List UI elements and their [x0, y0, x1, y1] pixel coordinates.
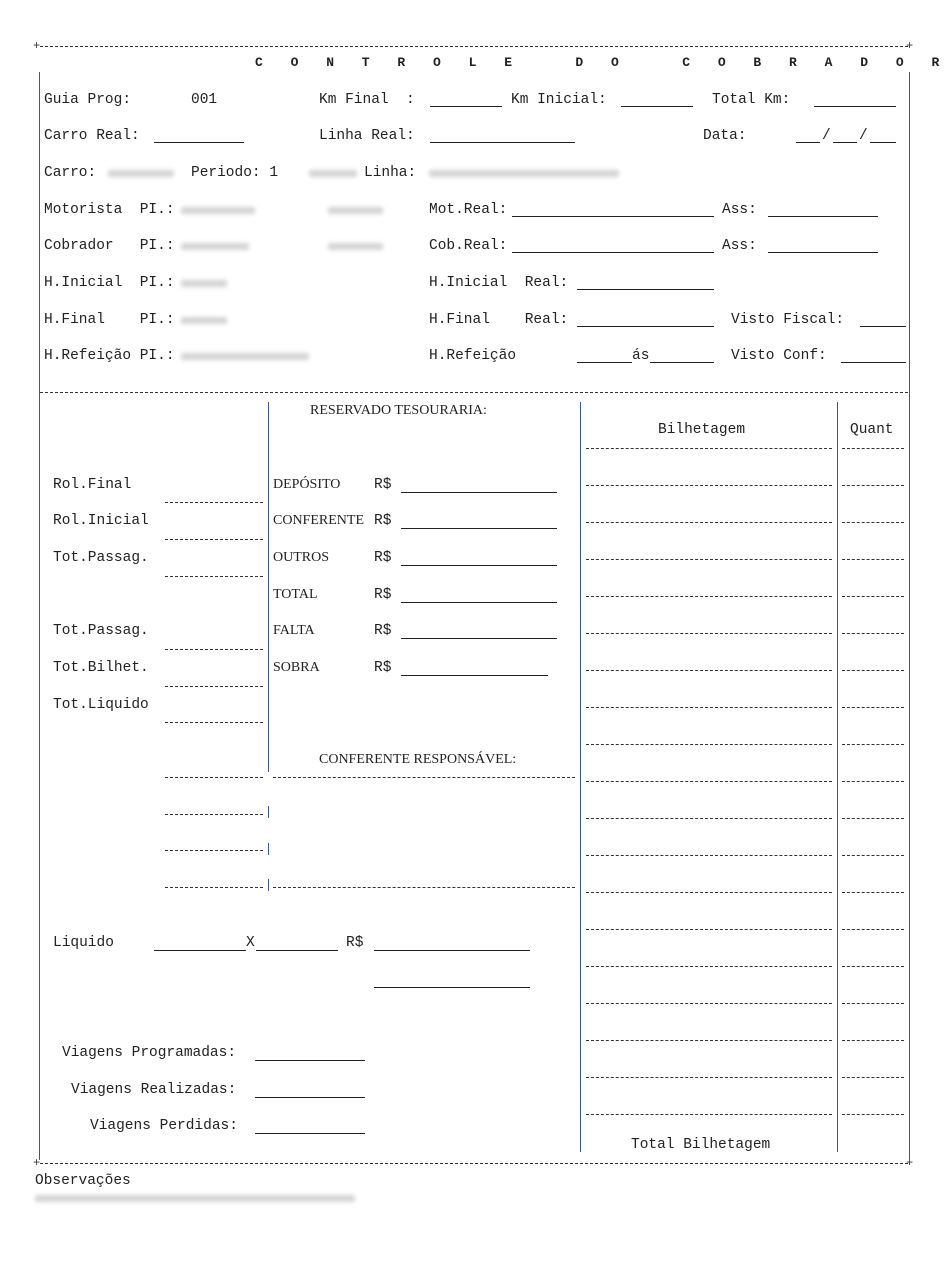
- quant-row-line[interactable]: [842, 781, 904, 782]
- falta-label: FALTA: [273, 623, 315, 638]
- total-km-field[interactable]: [814, 106, 896, 107]
- linha-label: Linha:: [364, 165, 417, 181]
- blank-field[interactable]: [165, 850, 263, 851]
- quant-row-line[interactable]: [842, 855, 904, 856]
- corner-mark: +: [906, 39, 914, 53]
- header-divider: [40, 392, 908, 393]
- guia-label: Guia Prog:: [44, 92, 132, 108]
- currency-label: R$: [374, 477, 392, 493]
- left-column-divider: [268, 806, 269, 818]
- top-border: [40, 46, 908, 47]
- quant-row-line[interactable]: [842, 670, 904, 671]
- cob-ass-field[interactable]: [768, 252, 878, 253]
- data-label: Data:: [703, 128, 747, 144]
- redacted-value: [328, 243, 383, 250]
- redacted-value: [181, 317, 227, 324]
- tot-bilhet-field[interactable]: [165, 686, 263, 687]
- outros-field[interactable]: [401, 565, 557, 566]
- km-inicial-field[interactable]: [621, 106, 693, 107]
- bilhetagem-row-line[interactable]: [586, 929, 832, 930]
- quant-row-line[interactable]: [842, 559, 904, 560]
- quant-row-line[interactable]: [842, 892, 904, 893]
- liquido-field-1[interactable]: [154, 950, 246, 951]
- bilhetagem-row-line[interactable]: [586, 707, 832, 708]
- left-column-divider: [268, 843, 269, 855]
- quant-row-line[interactable]: [842, 596, 904, 597]
- redacted-value: [108, 170, 174, 177]
- h-refeicao-label: H.Refeição PI.:: [44, 348, 175, 364]
- redacted-value: [181, 207, 255, 214]
- conferente-responsavel-heading: CONFERENTE RESPONSÁVEL:: [319, 752, 517, 767]
- left-column-divider: [268, 402, 269, 772]
- tesouraria-heading: RESERVADO TESOURARIA:: [310, 403, 487, 418]
- carro-real-label: Carro Real:: [44, 128, 140, 144]
- corner-mark: +: [33, 1156, 41, 1170]
- tot-passag-label: Tot.Passag.: [53, 550, 149, 566]
- tot-passag-field[interactable]: [165, 649, 263, 650]
- outros-label: OUTROS: [273, 550, 330, 565]
- total-bilhetagem-label: Total Bilhetagem: [631, 1137, 771, 1153]
- viagens-programadas-label: Viagens Programadas:: [62, 1045, 237, 1061]
- bottom-border: [40, 1163, 908, 1164]
- h-refeicao-real-label: H.Refeição: [429, 348, 517, 364]
- date-slash: /: [859, 128, 868, 144]
- periodo-label: Periodo: 1: [191, 165, 279, 181]
- multiply-label: X: [246, 935, 255, 951]
- bilhetagem-row-line[interactable]: [586, 1040, 832, 1041]
- right-border: [909, 72, 910, 1160]
- visto-fiscal-label: Visto Fiscal:: [731, 312, 845, 328]
- quant-row-line[interactable]: [842, 818, 904, 819]
- redacted-value: [181, 243, 249, 250]
- sobra-label: SOBRA: [273, 660, 320, 675]
- bilhetagem-left-divider: [580, 402, 581, 1152]
- bilhetagem-row-line[interactable]: [586, 596, 832, 597]
- date-slash: /: [822, 128, 831, 144]
- quant-row-line[interactable]: [842, 966, 904, 967]
- redacted-value: [35, 1195, 355, 1202]
- tot-passag-label: Tot.Passag.: [53, 623, 149, 639]
- deposito-field[interactable]: [401, 492, 557, 493]
- carro-real-field[interactable]: [154, 142, 244, 143]
- mot-ass-field[interactable]: [768, 216, 878, 217]
- h-inicial-label: H.Inicial PI.:: [44, 275, 175, 291]
- km-final-field[interactable]: [430, 106, 502, 107]
- linha-real-label: Linha Real:: [319, 128, 415, 144]
- bilhetagem-row-line[interactable]: [586, 1077, 832, 1078]
- redacted-value: [181, 280, 227, 287]
- bilhetagem-row-line[interactable]: [586, 559, 832, 560]
- left-column-divider: [268, 879, 269, 891]
- liquido-amount-field-2[interactable]: [374, 987, 530, 988]
- quant-row-line[interactable]: [842, 744, 904, 745]
- data-year-field[interactable]: [870, 142, 896, 143]
- corner-mark: +: [33, 39, 41, 53]
- ass-label: Ass:: [722, 202, 757, 218]
- h-final-real-field[interactable]: [577, 326, 714, 327]
- sobra-field[interactable]: [401, 675, 548, 676]
- currency-label: R$: [374, 587, 392, 603]
- rol-final-field[interactable]: [165, 502, 263, 503]
- bilhetagem-row-line[interactable]: [586, 1003, 832, 1004]
- km-final-label: Km Final :: [319, 92, 415, 108]
- cobrador-label: Cobrador PI.:: [44, 238, 175, 254]
- page-title: C O N T R O L E D O C O B R A D O R: [255, 55, 950, 70]
- quant-row-line[interactable]: [842, 929, 904, 930]
- observacoes-label: Observações: [35, 1173, 131, 1189]
- tot-liquido-label: Tot.Liquido: [53, 697, 149, 713]
- conferente-responsavel-top-line: [273, 777, 575, 778]
- bilhetagem-row-line[interactable]: [586, 818, 832, 819]
- bilhetagem-row-line[interactable]: [586, 485, 832, 486]
- tot-bilhet-label: Tot.Bilhet.: [53, 660, 149, 676]
- bilhetagem-row-line[interactable]: [586, 966, 832, 967]
- bilhetagem-row-line[interactable]: [586, 855, 832, 856]
- bilhetagem-row-line[interactable]: [586, 522, 832, 523]
- quant-row-line[interactable]: [842, 707, 904, 708]
- currency-label: R$: [374, 623, 392, 639]
- carro-label: Carro:: [44, 165, 97, 181]
- viagens-perdidas-field[interactable]: [255, 1133, 365, 1134]
- quant-row-line[interactable]: [842, 522, 904, 523]
- bilhetagem-row-line[interactable]: [586, 744, 832, 745]
- quant-row-line[interactable]: [842, 1077, 904, 1078]
- bilhetagem-row-line[interactable]: [586, 892, 832, 893]
- viagens-perdidas-label: Viagens Perdidas:: [90, 1118, 238, 1134]
- bilhetagem-row-line[interactable]: [586, 670, 832, 671]
- quant-row-line[interactable]: [842, 633, 904, 634]
- linha-real-field[interactable]: [430, 142, 575, 143]
- rol-final-label: Rol.Final: [53, 477, 132, 493]
- conferente-responsavel-signature-line[interactable]: [273, 887, 575, 888]
- rol-inicial-field[interactable]: [165, 539, 263, 540]
- motorista-label: Motorista PI.:: [44, 202, 175, 218]
- quant-row-line[interactable]: [842, 1114, 904, 1115]
- redacted-value: [181, 353, 309, 360]
- deposito-label: DEPÓSITO: [273, 477, 341, 492]
- quant-heading: Quant: [850, 422, 894, 438]
- total-field[interactable]: [401, 602, 557, 603]
- left-border: [39, 72, 40, 1160]
- redacted-value: [309, 170, 357, 177]
- h-refeicao-start-field[interactable]: [577, 362, 632, 363]
- tot-passag-field[interactable]: [165, 576, 263, 577]
- falta-field[interactable]: [401, 638, 557, 639]
- liquido-amount-field[interactable]: [374, 950, 530, 951]
- redacted-value: [429, 170, 619, 177]
- bilhetagem-row-line[interactable]: [586, 633, 832, 634]
- bilhetagem-right-divider: [837, 402, 838, 1152]
- data-month-field[interactable]: [833, 142, 857, 143]
- blank-field[interactable]: [165, 814, 263, 815]
- quant-row-line[interactable]: [842, 448, 904, 449]
- h-refeicao-end-field[interactable]: [650, 362, 714, 363]
- guia-value: 001: [191, 92, 218, 108]
- bilhetagem-row-line[interactable]: [586, 448, 832, 449]
- mot-real-field[interactable]: [512, 216, 714, 217]
- cob-real-field[interactable]: [512, 252, 714, 253]
- currency-label: R$: [374, 660, 392, 676]
- h-inicial-real-field[interactable]: [577, 289, 714, 290]
- visto-conf-field[interactable]: [841, 362, 906, 363]
- visto-conf-label: Visto Conf:: [731, 348, 827, 364]
- quant-row-line[interactable]: [842, 1003, 904, 1004]
- bilhetagem-row-line[interactable]: [586, 781, 832, 782]
- liquido-label: Liquido: [53, 935, 114, 951]
- cob-real-label: Cob.Real:: [429, 238, 508, 254]
- conferente-field[interactable]: [401, 528, 557, 529]
- viagens-programadas-field[interactable]: [255, 1060, 365, 1061]
- total-km-label: Total Km:: [712, 92, 791, 108]
- quant-row-line[interactable]: [842, 485, 904, 486]
- viagens-realizadas-field[interactable]: [255, 1097, 365, 1098]
- currency-label: R$: [374, 513, 392, 529]
- as-label: ás: [632, 348, 650, 364]
- data-day-field[interactable]: [796, 142, 820, 143]
- blank-field[interactable]: [165, 777, 263, 778]
- corner-mark: +: [906, 1156, 914, 1170]
- h-final-label: H.Final PI.:: [44, 312, 175, 328]
- total-label: TOTAL: [273, 587, 318, 602]
- visto-fiscal-field[interactable]: [860, 326, 906, 327]
- viagens-realizadas-label: Viagens Realizadas:: [71, 1082, 237, 1098]
- bilhetagem-row-line[interactable]: [586, 1114, 832, 1115]
- quant-row-line[interactable]: [842, 1040, 904, 1041]
- tot-liquido-field[interactable]: [165, 722, 263, 723]
- currency-label: R$: [346, 935, 364, 951]
- conferente-label: CONFERENTE: [273, 513, 364, 528]
- blank-field[interactable]: [165, 887, 263, 888]
- km-inicial-label: Km Inicial:: [511, 92, 607, 108]
- h-final-real-label: H.Final Real:: [429, 312, 569, 328]
- liquido-field-2[interactable]: [256, 950, 338, 951]
- redacted-value: [328, 207, 383, 214]
- currency-label: R$: [374, 550, 392, 566]
- h-inicial-real-label: H.Inicial Real:: [429, 275, 569, 291]
- rol-inicial-label: Rol.Inicial: [53, 513, 149, 529]
- mot-real-label: Mot.Real:: [429, 202, 508, 218]
- ass-label: Ass:: [722, 238, 757, 254]
- bilhetagem-heading: Bilhetagem: [658, 422, 746, 438]
